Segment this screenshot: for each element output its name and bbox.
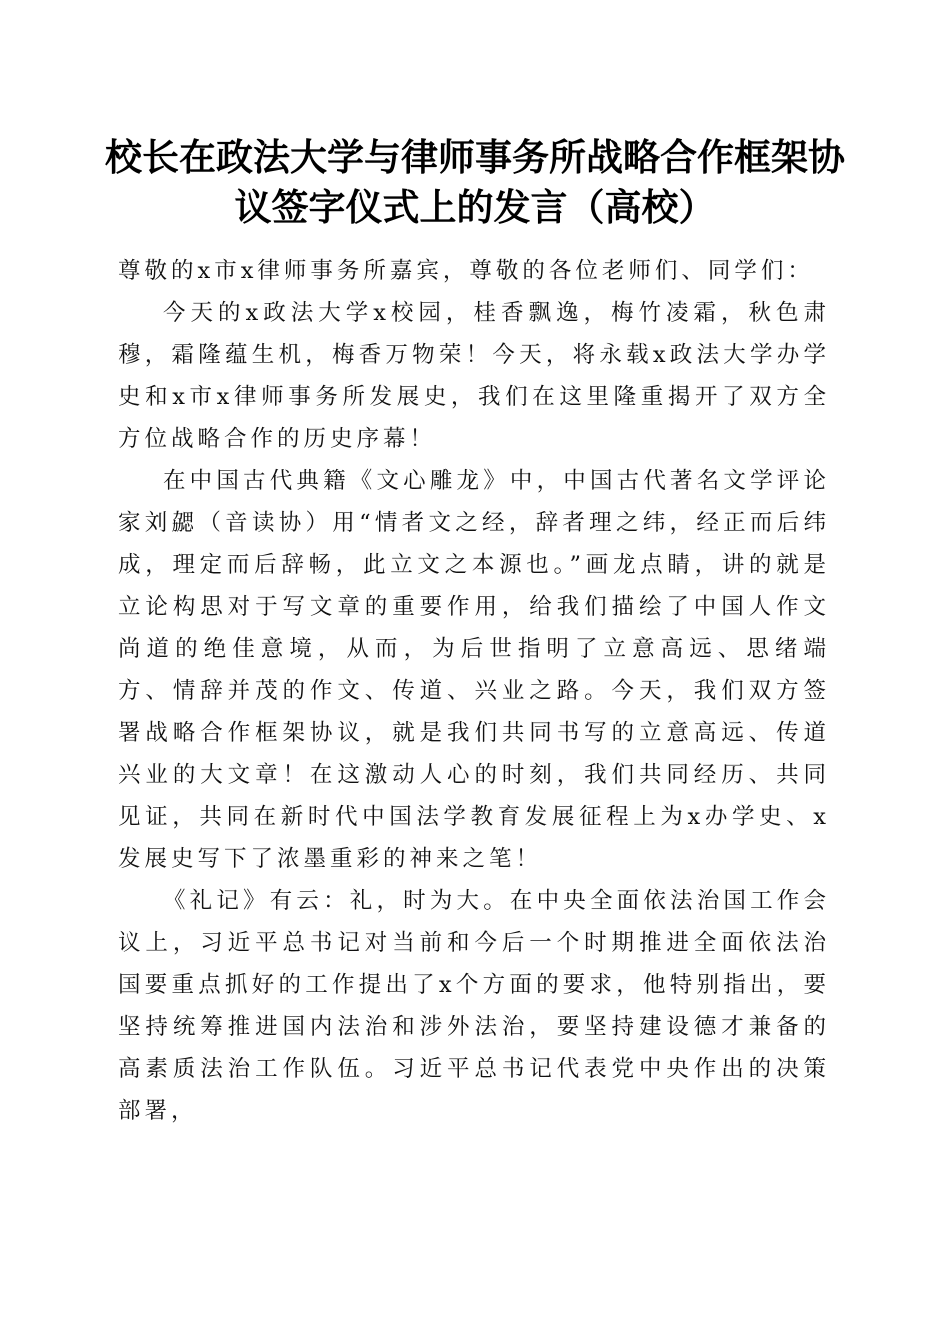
salutation: 尊敬的x市x律师事务所嘉宾，尊敬的各位老师们、同学们： xyxy=(118,258,814,284)
paragraph-2: 在中国古代典籍《文心雕龙》中，中国古代著名文学评论家刘勰（音读协）用“情者文之经，辞者理之纬，经正而后纬成，理定而后辞畅，此立文之本源也。”画龙点睛，讲的就是立论构思对于写文章的重要作用，给我们描绘了中国人作文尚道的绝佳意境，从而，为后世指明了立意高远、思绪端方、情辞并茂的作文、传道、兴业之路。今天，我们双方签署战略合作框架协议，就是我们共同书写的立意高远、传道兴业的大文章！在这激动人心的时刻，我们共同经历、共同见证，共同在新时代中国法学教育发展征程上为x办学史、x发展史写下了浓墨重彩的神来之笔！ xyxy=(118,468,830,872)
title-line-2: 议签字仪式上的发言（高校） xyxy=(234,185,716,229)
paragraph-1: 今天的x政法大学x校园，桂香飘逸，梅竹凌霜，秋色肃穆，霜隆蕴生机，梅香万物荣！今天，将永载x政法大学办学史和x市x律师事务所发展史，我们在这里隆重揭开了双方全方位战略合作的历史序幕！ xyxy=(118,300,830,452)
document-title xyxy=(100,132,850,232)
title-line-1: 校长在政法大学与律师事务所战略合作框架协 xyxy=(105,135,845,179)
document-body xyxy=(118,250,830,1132)
paragraph-3: 《礼记》有云：礼，时为大。在中央全面依法治国工作会议上，习近平总书记对当前和今后一个时期推进全面依法治国要重点抓好的工作提出了x个方面的要求，他特别指出，要坚持统筹推进国内法治和涉外法治，要坚持建设德才兼备的高素质法治工作队伍。习近平总书记代表党中央作出的决策部署， xyxy=(118,888,830,1124)
